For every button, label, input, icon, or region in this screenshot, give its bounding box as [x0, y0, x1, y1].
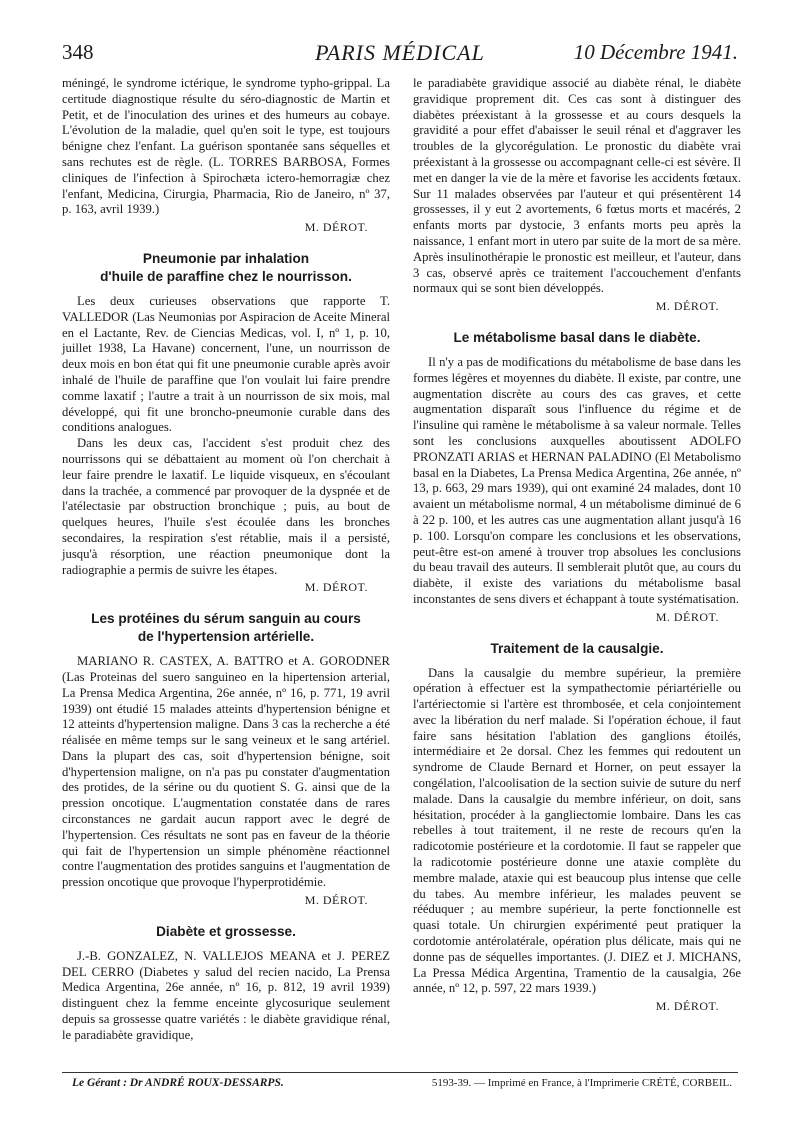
page-footer	[62, 1072, 738, 1089]
title-line-1: Les protéines du sérum sanguin au cours	[91, 611, 361, 627]
page-header	[62, 40, 738, 70]
article-title-metabolisme: Le métabolisme basal dans le diabète.	[453, 329, 701, 345]
metabolisme-signature: M. DÉROT.	[655, 609, 719, 624]
causalgie-signature: M. DÉROT.	[655, 999, 719, 1014]
issue-date: 10 Décembre 1941.	[573, 40, 738, 64]
causalgie-paragraph-1: Dans la causalgie du membre supérieur, la première opération à effectuer est la sympathectomie périartérielle ou l'artériectomie si l'artère est thrombosée, et cela conjointement avec la libération du nerf malade. Si l'opération échoue, il faut faire sans hésitation l'ablation des ganglions étoilés, intermédiaire et 2e dorsal. Chez les femmes qui redoutent un syndrome de Claude Bernard et Horner, on peut essayer la congélation, l'alcoolisation de la section suivie de suture du nerf malade. Dans la causalgie du membre inférieur, on doit, sans hésitation, procéder à la gangliectomie lombaire. Dans les cas rebelles à tout traitement, il ne reste de recours qu'en la radicotomie postérieure et la cordotomie. Il faut se rappeler que la radicotomie postérieure donne une ataxie complète du membre malade, ataxie qui est beaucoup plus intense que celle du tabes. Au membre inférieur, les malades peuvent se rééduquer ; au membre supérieur, la perte fonctionnelle est quasi totale. Un chirurgien expérimenté peut pratiquer la cordotomie antérolatérale, opération plus délicate, mais qui ne donne pas de séquelles importantes. (J. DIEZ et J. MICHANS, La Pressa Médica Argentina, Tramentio de la causalgia, 26e année, nº 12, p. 597, 22 mars 1939.)	[413, 665, 741, 996]
pneumonie-paragraph-1: Les deux curieuses observations que rapporte T. VALLEDOR (Las Neumonias por Aspiracion de Aceite Mineral en el Lactante, Rev. de Ciencias Medicas, vol. I, nº 1, p. 10, juillet 1938, La Havane) concernent, l'une, un nourrisson de deux mois en bon état qui fit une pneumonie curable après avoir inhalé de l'huile de paraffine que l'on voulait lui faire prendre comme laxatif ; l'autre a trait à un nourrisson de six mois, mal développé, qui fit une broncho-pneumonie curable dans des conditions analogues.	[62, 293, 390, 435]
pneumonie-signature: M. DÉROT.	[304, 580, 368, 595]
right-column	[413, 76, 741, 1015]
article-title-proteines	[62, 610, 390, 646]
proteines-signature: M. DÉROT.	[304, 893, 368, 908]
proteines-paragraph-1: MARIANO R. CASTEX, A. BATTRO et A. GORODNER (Las Proteinas del suero sanguineo en la hipertension arterial, La Prensa Medica Argentina, 26e année, nº 16, p. 771, 19 avril 1939) ont étudié 15 malades atteints d'hypertension bénigne et 12 atteints d'hypertension maligne. Dans 3 cas la recherche a été réalisée en même temps sur le sang veineux et le sang artériel. Dans la plupart des cas, soit d'hypertension bénigne, soit d'hypertension maligne, on n'a pas pu constater d'augmentation des protides, de la sérine ou du quotient S. G. ainsi que de la pression oncotique. L'augmentation constatée dans de rares circonstances ne gardait aucun rapport avec le degré de l'hypertension. Ces résultats ne sont pas en faveur de la théorie qui fait de l'hypertension un simple phénomène réactionnel contre l'augmentation des protides sanguins et l'augmentation de pression oncotique que provoque l'hyperprotidémie.	[62, 654, 390, 890]
title-line-2: d'huile de paraffine chez le nourrisson.	[100, 268, 352, 284]
intro-signature: M. DÉROT.	[304, 220, 368, 235]
continuation-paragraph: le paradiabète gravidique associé au diabète rénal, le diabète gravidique proprement dit. Ces cas sont à distinguer des diabètes préexistant à la grossesse et au cours desquels la gravidité a pour effet d'abaisser le seuil rénal et d'aggraver les troubles de la glycorégulation. Le pronostic du diabète vrai préexistant à la grossesse ou accompagnant celle-ci est sévère. Il met en danger la vie de la mère et favorise les accidents fœtaux. Sur 11 malades observées par l'auteur et qui présentèrent 14 grossesses, il y eut 2 avortements, 6 fœtus morts et macérés, 2 enfants morts par dystocie, 3 enfants morts peu après la naissance, 1 enfant mort in utero par suite de la mort de sa mère. Après insulinothérapie le pronostic est meilleur, et l'auteur, dans 3 cas, observé après ce traitement l'accouchement d'enfants normaux qui se sont bien développés.	[413, 76, 741, 296]
footer-imprint: 5193-39. — Imprimé en France, à l'Imprimerie CRÉTÉ, CORBEIL.	[431, 1077, 732, 1089]
article-title-diabete-grossesse: Diabète et grossesse.	[156, 923, 296, 939]
footer-gerant: Le Gérant : Dr ANDRÉ ROUX-DESSARPS.	[72, 1077, 284, 1089]
metabolisme-paragraph-1: Il n'y a pas de modifications du métabolisme de base dans les formes légères et moyennes du diabète. Il existe, par contre, une augmentation discrète au cours des cas graves, et cette augmentation disparaît sous l'influence du régime et de l'insuline qui ramène le métabolisme à sa valeur normale. Telles sont les conclusions auxquelles aboutissent ADOLFO PRONZATI ARIAS et HERNAN PALADINO (El Metabolismo basal en la Diabetes, La Prensa Medica Argentina, 26e année, nº 13, p. 663, 29 mars 1939), qui ont examiné 24 malades, dont 10 avaient un métabolisme normal, 4 un métabolisme diminué de 6 à 22 p. 100, et les autres cas une augmentation allant jusqu'à 16 p. 100. Lorsqu'on compare les conclusions et les observations, peut-être est-on amené à trouver trop absolues les conclusions du beau travail des auteurs. Il semblerait plutôt que, au cours du diabète, il existe des variations du métabolisme basal inconstantes de sens divers et échappant à toute systématisation.	[413, 354, 741, 606]
intro-paragraph: méningé, le syndrome ictérique, le syndrome typho-grippal. La certitude diagnostique résulte du séro-diagnostic de Martin et Petit, et de l'inoculation des urines et des humeurs au cobaye. L'évolution de la maladie, quel qu'en soit le type, est toujours bénigne chez l'enfant. La guérison spontanée sans séquelles et sans rechutes est de règle. (L. TORRES BARBOSA, Formes cliniques de l'infection à Spirochæta ictero-hemorragiæ chez l'enfant, Medicina, Cirurgia, Pharmacia, Rio de Janeiro, nº 37, p. 163, avril 1939.)	[62, 76, 390, 217]
journal-title: PARIS MÉDICAL	[315, 40, 485, 65]
page-number: 348	[62, 40, 94, 64]
continuation-signature: M. DÉROT.	[655, 299, 719, 314]
pneumonie-paragraph-2: Dans les deux cas, l'accident s'est produit chez des nourrissons qui se débattaient au moment où l'on cherchait à leur faire prendre le laxatif. Le liquide visqueux, en s'écoulant dans la trachée, a commencé par provoquer de la dyspnée et de l'atélectasie par obstruction bronchique ; puis, au bout de quelques heures, l'huile s'est écoulée dans les bronches secondaires, la respiration s'est rétablie, mais il a persisté, jusqu'à résorption, une réaction pneumonique dont la radiographie a permis de suivre les étapes.	[62, 436, 390, 577]
title-line-1: Pneumonie par inhalation	[142, 250, 310, 266]
article-title-pneumonie	[62, 250, 390, 286]
left-column	[62, 76, 390, 1044]
title-line-2: de l'hypertension artérielle.	[137, 629, 315, 645]
article-title-causalgie: Traitement de la causalgie.	[490, 640, 664, 656]
diabete-grossesse-paragraph-1: J.-B. GONZALEZ, N. VALLEJOS MEANA et J. PEREZ DEL CERRO (Diabetes y salud del recien nacido, La Prensa Medica Argentina, 26e année, nº 16, p. 812, 19 avril 1939) distinguent chez la femme enceinte glycosurique seulement depuis sa grossesse quatre variétés : le diabète gravidique rénal, le paradiabète gravidique,	[62, 948, 390, 1042]
